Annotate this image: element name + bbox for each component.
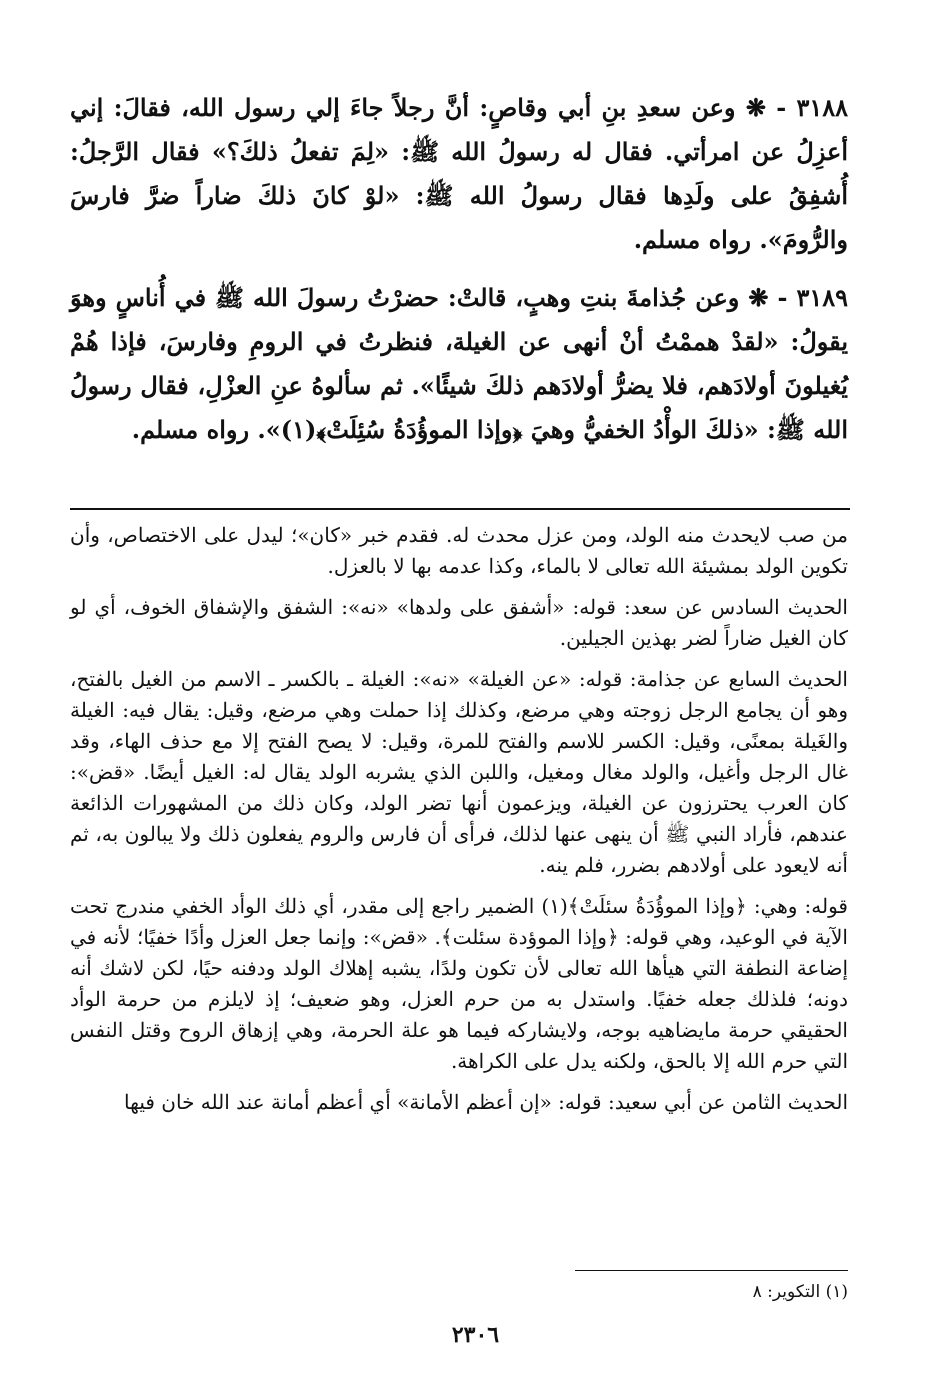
commentary-paragraph: الحديث السابع عن جذامة: قوله: «عن الغيلة» «نه»: الغيلة ـ بالكسر ـ الاسم من الغيل بالفتح، وهو أن يجامع الرجل زوجته وهي مرضع، وكذلك إذا حملت وهي مرضع، وقيل: يقال فيه: الغيلة والغَيلة بمعنًى، وقيل: الكسر للاسم والفتح للمرة، وقيل: لا يصح الفتح إلا مع حذف الهاء، وقد غال الرجل وأغيل، والولد مغال ومغيل، واللبن الذي يشربه الولد يقال له: الغيل أيضًا. «قض»: كان العرب يحترزون عن الغيلة، ويزعمون أنها تضر الولد، وكان ذلك من المشهورات الذائعة عندهم، فأراد النبي ﷺ أن ينهى عنها لذلك، فرأى أن فارس والروم يفعلون ذلك ولا يبالون به، ثم أنه لايعود على أولادهم بضرر، فلم ينه.: [70, 667, 848, 877]
hadith-number: ٣١٨٨ - ❋: [745, 93, 849, 122]
hadith-text: وعن جُذامةَ بنتِ وهبٍ، قالتْ: حضرْتُ رسولَ الله ﷺ في أُناسٍ وهوَ يقولُ: «لقدْ هممْتُ أنْ أنهى عن الغيلة، فنظرتُ في الرومِ وفارسَ، فإذا هُمْ يُغيلونَ أولادَهم، فلا يضرُّ أولادَهم ذلكَ شيئًا». ثم سألوهُ عنِ العزْلِ، فقال رسولُ الله ﷺ: «ذلكَ الوأْدُ الخفيُّ وهيَ ﴿وإذا الموؤُدَةُ سُئِلَتْ﴾(١)». رواه مسلم.: [70, 283, 848, 444]
hadith-number: ٣١٨٩ - ❋: [748, 283, 849, 312]
hadith-3189: [70, 276, 848, 452]
footnote: (١) التكوير: ٨: [752, 1282, 848, 1302]
commentary-paragraph: الحديث الثامن عن أبي سعيد: قوله: «إن أعظم الأمانة» أي أعظم أمانة عند الله خان فيها: [124, 1090, 848, 1114]
hadith-section: [70, 86, 848, 466]
commentary-paragraph: قوله: وهي: ﴿وإذا الموؤُدَةُ سئلَتْ﴾(١) الضمير راجع إلى مقدر، أي ذلك الوأد الخفي مندرج تحت الآية في الوعيد، وهي قوله: ﴿وإذا الموؤدة سئلت﴾. «قض»: وإنما جعل العزل وأدًا خفيًا؛ لأنه في إضاعة النطفة التي هيأها الله تعالى لأن تكون ولدًا، يشبه إهلاك الولد ودفنه حيًا، لكن لاشك أنه دونه؛ فلذلك جعله خفيًا. واستدل به من حرم العزل، وهو ضعيف؛ إذ لايلزم من حرمة الوأد الحقيقي حرمة مايضاهيه بوجه، ولايشاركه فيما هو علة الحرمة، وهي إزهاق الروح وقتل النفس التي حرم الله إلا بالحق، ولكنه يدل على الكراهة.: [70, 894, 848, 1073]
hadith-3188: [70, 86, 848, 262]
section-divider: [70, 508, 850, 510]
commentary-paragraph: من صب لايحدث منه الولد، ومن عزل محدث له. فقدم خبر «كان»؛ ليدل على الاختصاص، وأن تكوين الولد بمشيئة الله تعالى لا بالماء، وكذا عدمه بها لا بالعزل.: [70, 523, 848, 578]
hadith-text: وعن سعدِ بنِ أبي وقاصٍ: أنَّ رجلاً جاءَ إلي رسول الله، فقالَ: إني أعزِلُ عن امرأتي. فقال له رسولُ الله ﷺ: «لِمَ تفعلُ ذلكَ؟» فقال الرَّجلُ: أُشفِقُ على ولَدِها فقال رسولُ الله ﷺ: «لوْ كانَ ذلكَ ضاراً ضرَّ فارسَ والرُّومَ». رواه مسلم.: [70, 93, 848, 254]
commentary-section: [70, 520, 848, 1128]
commentary-paragraph: الحديث السادس عن سعد: قوله: «أشفق على ولدها» «نه»: الشفق والإشفاق الخوف، أي لو كان الغيل ضاراً لضر بهذين الجيلين.: [70, 595, 848, 650]
footnote-divider: [575, 1270, 848, 1271]
page-number: ٢٣٠٦: [451, 1322, 500, 1348]
